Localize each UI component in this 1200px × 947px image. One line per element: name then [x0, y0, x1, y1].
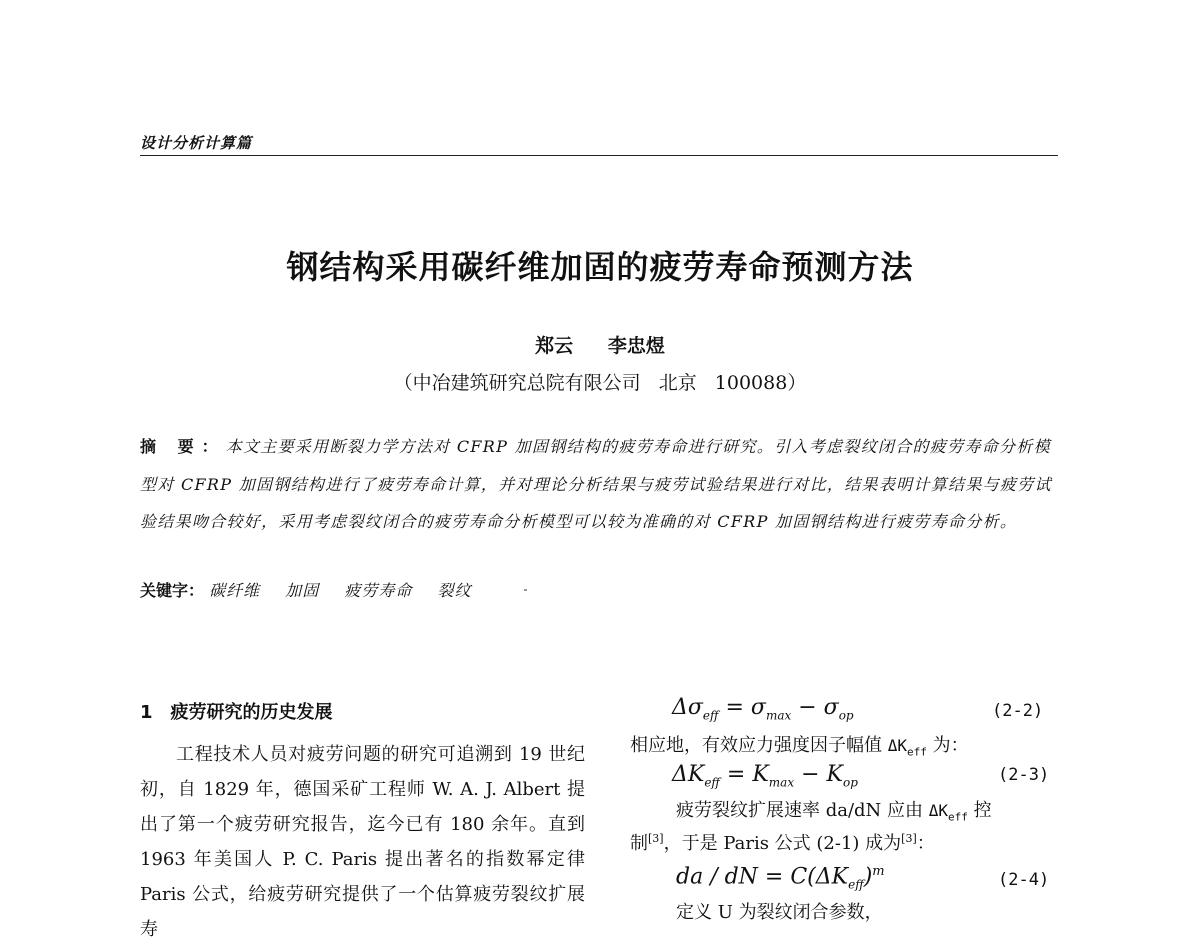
define-u-line: 定义 U 为裂纹闭合参数， [676, 902, 883, 923]
growth-rate-line-1: 疲劳裂纹扩展速率 da/dN 应由 $\Delta K_{eff}$ 控 [676, 800, 992, 824]
section-1-heading [140, 698, 333, 724]
abstract-label: 摘 要： [140, 437, 226, 456]
abstract [140, 428, 1058, 541]
equation-2-3-number: (2-3) [998, 765, 1050, 785]
keyword-4: 裂纹 [437, 581, 472, 600]
delta-k-symbol: ΔK [887, 736, 907, 755]
eff-sif-line: 相应地，有效应力强度因子幅值 $\Delta K_{eff}$ 为： [630, 735, 969, 759]
author-1: 郑云 [535, 335, 574, 357]
affiliation-org: （中冶建筑研究总院有限公司 [393, 372, 641, 394]
author-2: 李忠煜 [607, 335, 665, 357]
paper-title: 钢结构采用碳纤维加固的疲劳寿命预测方法 [286, 248, 914, 286]
header-rule [140, 155, 1058, 156]
equation-2-2-number: (2-2) [992, 701, 1044, 721]
keyword-1: 碳纤维 [209, 581, 261, 600]
section-1-number: 1 [140, 702, 153, 723]
affiliation-city: 北京 [658, 372, 697, 394]
section-1-body [140, 737, 585, 947]
growth-rate-line-2: 制[3]，于是 Paris 公式 (2-1) 成为[3]： [630, 832, 935, 854]
authors [0, 331, 1200, 358]
abstract-text: 本文主要采用断裂力学方法对 CFRP 加固钢结构的疲劳寿命进行研究。引入考虑裂纹闭合的疲劳寿命分析模型对 CFRP 加固钢结构进行了疲劳寿命计算，并对理论分析结果与疲劳试验结果进行对比，结果表明计算结果与疲劳试验结果吻合较好，采用考虑裂纹闭合的疲劳寿命分析模型可以较为准确的对 CFRP 加固钢结构进行疲劳寿命分析。 [140, 437, 1052, 531]
citation-ref: [3] [901, 832, 917, 845]
citation-ref: [3] [648, 832, 664, 845]
scan-mark [524, 589, 527, 591]
affiliation [0, 368, 1200, 395]
section-label: 设计分析计算篇 [140, 134, 253, 152]
equation-2-4: da / dN = $C(\Delta K_{eff})^m$ [676, 864, 885, 892]
keywords [140, 578, 491, 601]
keyword-3: 疲劳寿命 [344, 581, 413, 600]
equation-2-3: $\Delta K_{eff} = K_{max} - K_{op}$ [672, 762, 858, 790]
keywords-label: 关键字： [140, 581, 205, 600]
affiliation-postcode: 100088） [714, 372, 807, 394]
section-1-paragraph: 工程技术人员对疲劳问题的研究可追溯到 19 世纪初，自 1829 年，德国采矿工程师 W. A. J. Albert 提出了第一个疲劳研究报告，迄今已有 180 余年。直到 1963 年美国人 P. C. Paris 提出著名的指数幂定律 Paris 公式，给疲劳研究提供了一个估算疲劳裂纹扩展寿 [140, 744, 585, 940]
equation-2-2: $\Delta\sigma_{eff} = \sigma_{max} - \sigma_{op}$ [672, 695, 854, 723]
equation-2-4-number: (2-4) [998, 870, 1050, 890]
section-1-title: 疲劳研究的历史发展 [170, 702, 333, 723]
keyword-2: 加固 [285, 581, 320, 600]
